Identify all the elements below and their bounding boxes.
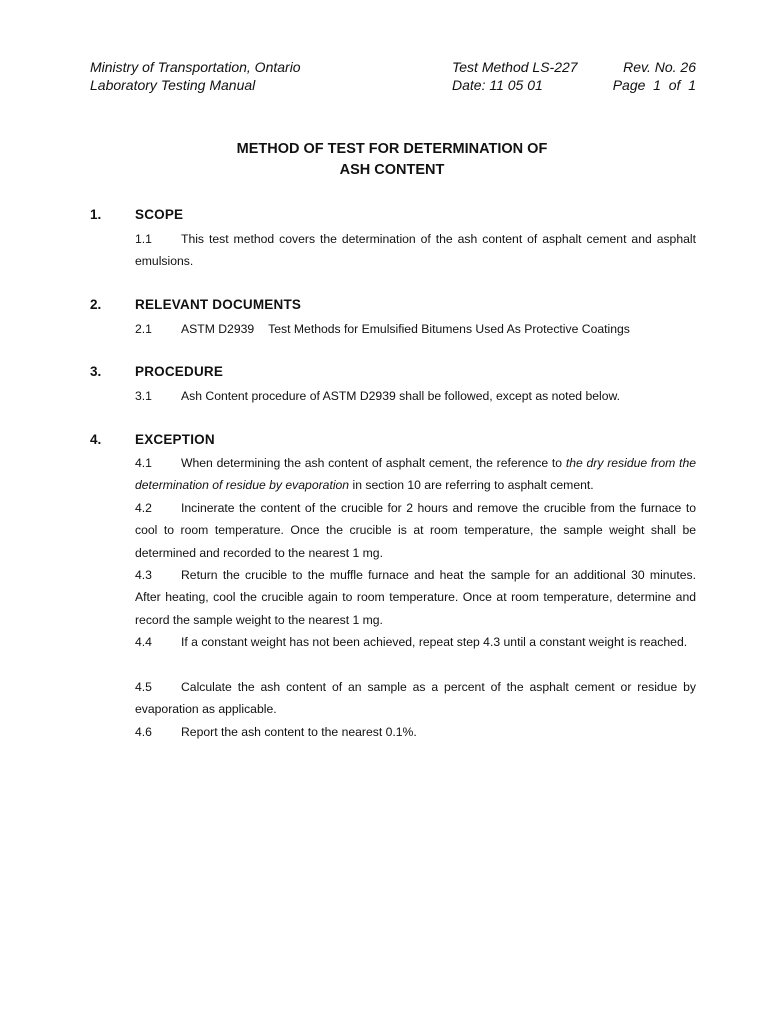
header-org: Ministry of Transportation, Ontario	[90, 59, 301, 75]
paragraph-2-1-number: 2.1	[135, 322, 152, 336]
section-4-number: 4.	[90, 432, 102, 447]
header-middle	[452, 58, 578, 94]
header-date: Date: 11 05 01	[452, 77, 543, 93]
paragraph-2-1	[135, 320, 630, 338]
paragraph-1-1-number: 1.1	[135, 232, 152, 246]
paragraph-4-1-number: 4.1	[135, 456, 152, 470]
paragraph-3-1	[135, 387, 620, 405]
section-2-number: 2.	[90, 297, 102, 312]
document-title	[0, 139, 768, 181]
paragraph-4-5-text: Calculate the ash content of an sample as a percent of the asphalt cement or residue by evaporation as applicable.	[135, 680, 696, 717]
section-3-title: PROCEDURE	[135, 364, 224, 379]
section-1-title: SCOPE	[135, 207, 184, 222]
paragraph-4-6-number: 4.6	[135, 725, 152, 739]
paragraph-4-4-text: If a constant weight has not been achieved, repeat step 4.3 until a constant weight is reached.	[181, 635, 688, 649]
paragraph-4-4-number: 4.4	[135, 635, 152, 649]
section-2-title: RELEVANT DOCUMENTS	[135, 297, 302, 312]
paragraph-4-5-number: 4.5	[135, 680, 152, 694]
header-right	[612, 58, 696, 94]
paragraph-4-3-number: 4.3	[135, 568, 152, 582]
paragraph-3-1-number: 3.1	[135, 389, 152, 403]
paragraph-1-1-text: This test method covers the determination of the ash content of asphalt cement and asphalt emulsions.	[135, 232, 696, 269]
paragraph-4-1	[135, 452, 696, 497]
paragraph-4-2	[135, 497, 696, 564]
title-line-1: METHOD OF TEST FOR DETERMINATION OF	[236, 141, 548, 157]
paragraph-4-6	[135, 721, 696, 743]
paragraph-1-1	[135, 228, 696, 273]
paragraph-4-2-text: Incinerate the content of the crucible for 2 hours and remove the crucible from the furnace to cool to room temperature. Once the crucible is at room temperature, the sample weight shall be determined and recorded to the nearest 1 mg.	[135, 501, 696, 560]
header-page: Page 1 of 1	[612, 77, 696, 93]
section-1-number: 1.	[90, 207, 102, 222]
paragraph-4-2-number: 4.2	[135, 501, 152, 515]
header-manual: Laboratory Testing Manual	[90, 77, 256, 93]
paragraph-4-1-text-italic: the dry residue from the determination of residue by evaporation	[135, 456, 696, 493]
header-rev: Rev. No. 26	[623, 59, 696, 75]
header-test-method: Test Method LS-227	[452, 59, 578, 75]
title-line-2: ASH CONTENT	[339, 162, 445, 178]
section-4-title: EXCEPTION	[135, 432, 215, 447]
section-3-number: 3.	[90, 364, 102, 379]
paragraph-4-3	[135, 564, 696, 631]
paragraph-4-3-text: Return the crucible to the muffle furnace and heat the sample for an additional 30 minutes. After heating, cool the crucible again to room temperature. Once at room temperature, determine and record the sample weight to the nearest 1 mg.	[135, 568, 696, 627]
paragraph-4-1-text-b: in section 10 are referring to asphalt cement.	[349, 478, 594, 493]
paragraph-2-1-text: Test Methods for Emulsified Bitumens Used As Protective Coatings	[268, 322, 630, 336]
header-left	[90, 58, 301, 94]
paragraph-4-4	[135, 631, 696, 653]
paragraph-3-1-text: Ash Content procedure of ASTM D2939 shall be followed, except as noted below.	[181, 389, 621, 403]
paragraph-2-1-code: ASTM D2939	[181, 322, 255, 336]
paragraph-4-5	[135, 676, 696, 721]
paragraph-4-6-text: Report the ash content to the nearest 0.1%.	[181, 725, 417, 739]
paragraph-4-1-text-a: When determining the ash content of asphalt cement, the reference to	[181, 456, 566, 470]
